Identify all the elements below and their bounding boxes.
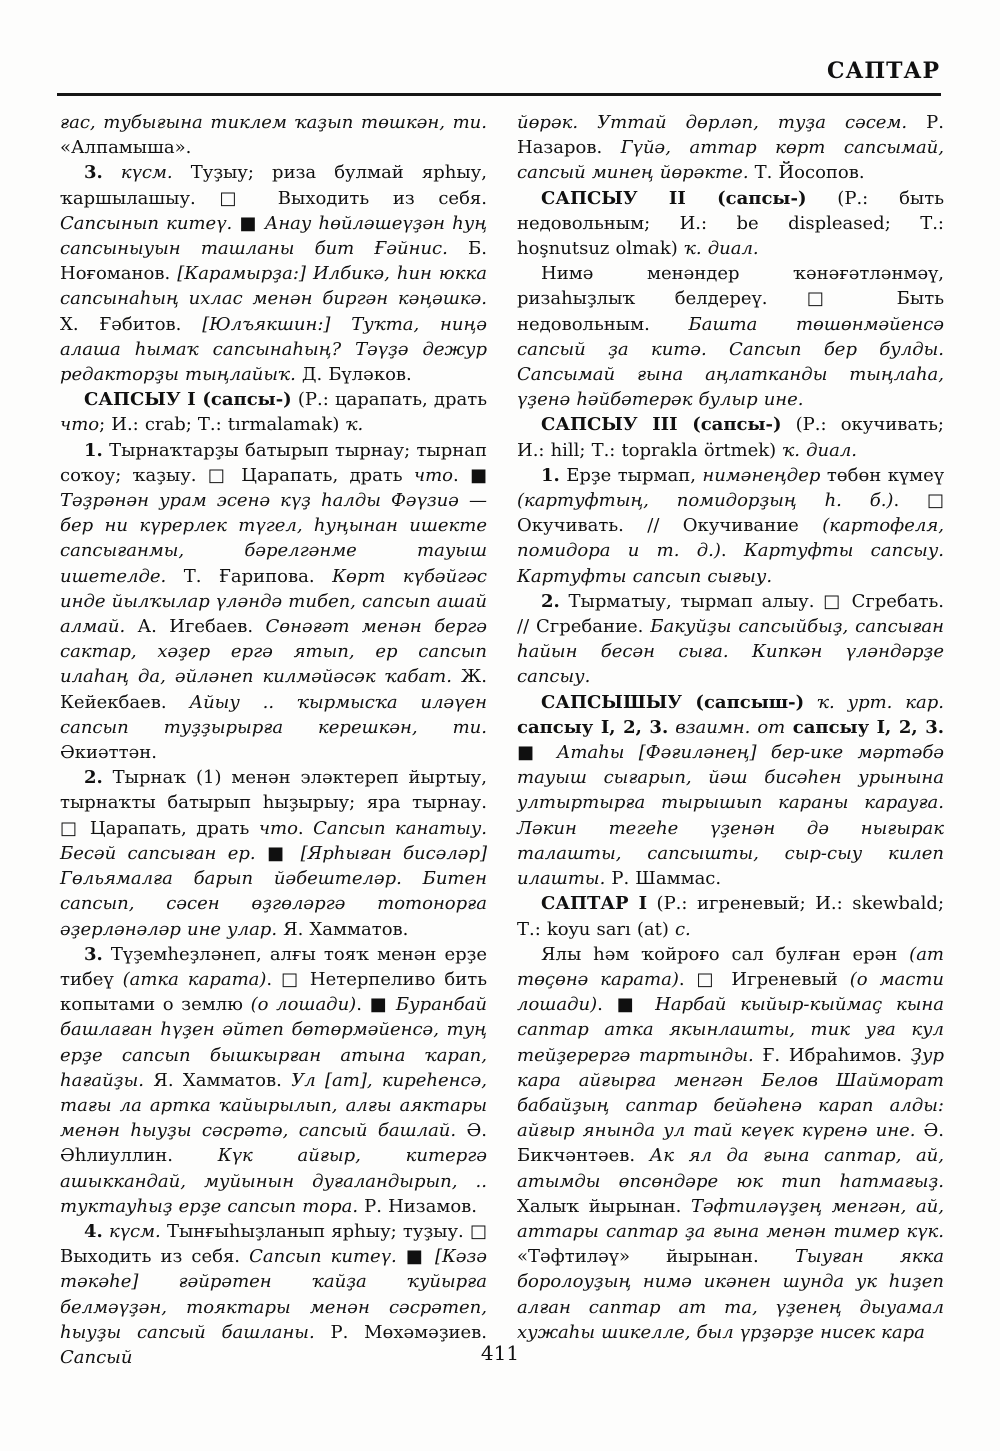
dictionary-paragraph bbox=[517, 186, 944, 262]
text-run: Буранбай башлаған һүҙен әйтеп бөтөрмәйенсә, туң ерҙе сапсып бышкырған атына ҡарап, һағайҙы. bbox=[60, 994, 487, 1091]
text-run: Бакуйҙы сапсыйбыҙ, сапсыған һайын бесән сыға. Кипкән үләндәрҙе сапсыу. bbox=[517, 616, 944, 688]
text-run: Тыуған якка боролоуҙың нимә икәнен шунда ук һиҙеп алған саптар ат та, үҙенең дыуамал хужаһы шикелле, был үрҙәрҙе нисек кара bbox=[517, 1246, 944, 1343]
text-run: взаимн. от bbox=[668, 716, 786, 738]
text-run: . □ Окучивать. // Окучивание bbox=[517, 490, 945, 537]
column-right bbox=[517, 110, 944, 1342]
text-run: . bbox=[297, 817, 314, 839]
text-run: что bbox=[258, 817, 298, 839]
text-run: Халыҡ йырынан. bbox=[517, 1195, 691, 1217]
text-run: САПСЫШЫУ (сапсыш-) bbox=[541, 691, 805, 713]
text-run: 1. bbox=[84, 439, 103, 461]
page-number: 411 bbox=[480, 1341, 520, 1365]
column-left bbox=[60, 110, 488, 1368]
text-run: йөрәк. Уттай дөрләп, туҙа сәсем. bbox=[517, 112, 908, 133]
text-run: Тынғыһыҙланып ярһыу; туҙыу. □ Выходить из себя. bbox=[60, 1220, 487, 1268]
header-rule bbox=[57, 93, 941, 96]
text-run: Д. Бүләков. bbox=[295, 364, 412, 386]
dictionary-paragraph bbox=[517, 942, 944, 1345]
text-run: Картуфты сапсыу. Картуфты сапсып сығыу. bbox=[517, 540, 944, 587]
text-run: Т. Йосопов. bbox=[748, 162, 865, 184]
text-run: (картофеля, помидора и т. д.) bbox=[517, 515, 944, 562]
text-run: . □ Нетерпеливо бить копытами о землю bbox=[60, 968, 487, 1016]
text-run: Р. Шаммас. bbox=[605, 868, 722, 890]
text-run: ■ bbox=[232, 212, 265, 234]
text-run: Башта төшөнмәйенсә сапсый ҙа китә. Сапсып бер булды. Сапсымай ғына аңлатканды тыңлаһа, үҙенә һәйбәтерәк булыр ине. bbox=[517, 313, 945, 411]
text-run: [Ярһыған бисәләр] Гөльямалға барып йәбештеләр. Битен сапсып, сәсен өҙгөләргә тотонорға әҙерләнәләр ине улар. bbox=[60, 842, 488, 940]
text-run: Нимә менәндер ҡәнәғәтләнмәү, ризаһыҙлыҡ белдереү. □ Быть недовольным. bbox=[517, 263, 944, 335]
dictionary-paragraph bbox=[60, 942, 487, 1219]
text-run: Я. Хамматов. bbox=[143, 1069, 292, 1091]
text-run: Көрт күбәйгәс инде йылҡылар үләндә тибеп, сапсып ашай алмай. bbox=[60, 565, 487, 638]
text-run: ғас, тубығына тиклем ҡаҙып төшкән, ти. bbox=[60, 112, 487, 133]
text-run: (Р.: быть недовольным; И.: be displeased; Т.: hoşnutsuz olmak) bbox=[517, 187, 944, 260]
text-run: Туҙыу; риза булмай ярһыу, ҡаршылашыу. □ Выходить из себя. bbox=[60, 162, 487, 209]
text-run: Тырнаҡтарҙы батырып тырнау; тырнап соҡоу; ҡаҙыу. □ Царапать, драть bbox=[60, 439, 487, 486]
text-run: ; И.: crab; Т.: tırmalamak) bbox=[99, 414, 346, 436]
text-run: сапсыу I, 2, 3. bbox=[517, 716, 669, 738]
text-run: [Юлъякшин:] Туҡта, ниңә алаша һымаҡ сапсынаһың? Тәүҙә дежур редакторҙы тыңлайыҡ. bbox=[60, 313, 487, 386]
text-run: Ялы һәм ҡойроғо сал булған ерән bbox=[541, 943, 910, 965]
dictionary-paragraph bbox=[60, 160, 487, 387]
text-run: Тырматыу, тырмап алыу. □ Сгребать. // Сгребание. bbox=[517, 590, 944, 638]
text-run: Я. Хамматов. bbox=[277, 918, 409, 940]
text-run: Ғ. Ибраһимов. bbox=[753, 1044, 911, 1066]
text-run: ҡ. диал. bbox=[683, 238, 759, 260]
text-run: (ат төҫөнә карата) bbox=[517, 943, 944, 990]
dictionary-paragraph bbox=[517, 110, 944, 186]
text-run: 4. bbox=[84, 1220, 103, 1242]
text-run: что bbox=[413, 464, 453, 486]
text-run: Т. Ғарипова. bbox=[166, 565, 333, 587]
text-run: «Алпамыша». bbox=[60, 137, 192, 159]
text-run: . ■ bbox=[356, 994, 396, 1016]
text-run: САПСЫУ II (сапсы-) bbox=[541, 187, 807, 209]
dictionary-paragraph bbox=[517, 412, 944, 462]
text-run: (Р.: игреневый; И.: skewbald; Т.: koyu sarı (at) bbox=[517, 893, 945, 940]
text-run: Күк айғыр, китергә ашыккандай, муйынын дуғаландырып, .. туктауһыҙ ерҙе сапсып тора. bbox=[60, 1145, 487, 1217]
text-run: [Кәзә тәкәһе] ғәйрәтен ҡайҙа ҡуйырға белмәүҙән, тояктары менән сәсрәтеп, һыуҙы сапсый башланы. bbox=[60, 1246, 488, 1343]
text-run: Сапсый bbox=[60, 1346, 133, 1368]
dictionary-paragraph bbox=[60, 110, 487, 160]
dictionary-paragraph bbox=[60, 438, 487, 766]
text-run: күсм. bbox=[102, 1220, 161, 1242]
text-run: Түҙемһеҙләнеп, алғы тояҡ менән ерҙе тибеү bbox=[60, 943, 487, 990]
text-run: Ерҙе тырмап, bbox=[559, 464, 703, 486]
dictionary-paragraph bbox=[517, 463, 944, 589]
text-run: ҡ. урт. кар. bbox=[804, 691, 944, 713]
text-run: Тырнаҡ (1) менән эләктереп йыртыу, тырнаҡты батырып һыҙырыу; яра тырнау. □ Царапать, драть bbox=[60, 767, 487, 839]
text-run: Атаһы [Фәғиләнең] бер-ике мәртәбә тауыш сығарып, йәш бисәһен урынына ултыртырға тырышып караны карауға. Ләкин тегеһе үҙенән дә нығырак талашты, сапсышты, сыр-сыу килеп илашты. bbox=[517, 742, 945, 890]
text-run: . □ Игреневый bbox=[678, 968, 850, 990]
dictionary-paragraph bbox=[60, 765, 487, 941]
text-run: Р. Мөхәмәҙиев. bbox=[314, 1321, 488, 1343]
text-run: Ак ял да ғына саптар, ай, атымды өпсөндәре юк тип һатмағыҙ. bbox=[517, 1145, 944, 1192]
text-run: [Карамырҙа:] Илбикә, һин юкка сапсынаһың ихлас менән биргән кәңәшкә. bbox=[60, 263, 488, 310]
text-run: Сөнәғәт менән бергә сактар, хәҙер ергә ятып, ер сапсып илаһаң да, әйләнеп килмәйәсәк ҡабат. bbox=[60, 616, 487, 688]
text-run: Ә. Бикчәнтәев. bbox=[517, 1120, 944, 1167]
text-run: (картуфтың, помидорҙың һ. б.) bbox=[517, 490, 894, 512]
text-run: (о масти лошади) bbox=[517, 968, 944, 1016]
running-head: САПТАР bbox=[826, 58, 940, 84]
text-run: Айыу .. ҡырмысҡа иләүен сапсып туҙҙырырға керешкән, ти. bbox=[60, 691, 487, 738]
text-run: САПСЫУ I (сапсы-) bbox=[84, 389, 292, 411]
text-run: (Р.: царапать, драть bbox=[291, 389, 487, 411]
text-run: САПСЫУ III (сапсы-) bbox=[541, 414, 782, 436]
text-run: 1. bbox=[541, 464, 560, 486]
text-run: Ул [ат], киреһенсә, тағы ла артка ҡайырылып, алғы аяктары менән һыуҙы сәсрәтә, сапсый башлай. bbox=[60, 1069, 487, 1142]
text-run: ҡ. диал. bbox=[782, 439, 858, 461]
text-run: Сапсынып китеү. bbox=[60, 212, 233, 234]
dictionary-paragraph bbox=[517, 690, 944, 892]
text-run: Нарбай кыйыр-кыймаҫ кына саптар атка якынлашты, тик уға кул тейҙерергә тартынды. bbox=[517, 994, 944, 1066]
text-run: нимәнеңдер bbox=[702, 464, 821, 486]
text-run: Сапсып китеү. bbox=[249, 1246, 397, 1268]
text-run: А. Игебаев. bbox=[125, 616, 266, 638]
text-run: Сапсып канатыу. Бесәй сапсыған ер. bbox=[60, 817, 487, 864]
text-run: Тәфтиләүҙең менгән, ай, аттары саптар ҙа ғына менән тимер күк. bbox=[517, 1195, 944, 1242]
text-run: Гүйә, аттар көрт сапсымай, сапсый минең йөрәкте. bbox=[517, 137, 944, 184]
dictionary-paragraph bbox=[517, 589, 944, 690]
text-run: ■ bbox=[255, 842, 301, 864]
text-run: что bbox=[60, 414, 100, 436]
text-run: күсм. bbox=[102, 162, 173, 184]
dictionary-paragraph bbox=[517, 891, 944, 941]
text-run: Б. Ноғоманов. bbox=[60, 238, 487, 285]
text-run: ■ bbox=[517, 742, 557, 764]
text-run: төбөн күмеү bbox=[820, 464, 945, 486]
text-run: Х. Ғәбитов. bbox=[60, 313, 203, 335]
text-run: 3. bbox=[84, 943, 103, 965]
text-run: Ж. Кейекбаев. bbox=[60, 666, 487, 713]
text-run: Р. Низамов. bbox=[358, 1195, 478, 1217]
text-run: (Р.: окучивать; И.: hill; Т.: toprakla örtmek) bbox=[517, 414, 944, 461]
text-run: 2. bbox=[541, 590, 560, 612]
text-run: 2. bbox=[84, 767, 103, 789]
text-run: ҡ. bbox=[345, 414, 364, 436]
text-run: . bbox=[720, 540, 744, 562]
text-run: Әкиәттән. bbox=[60, 742, 157, 764]
text-run: Анау һөйләшеүҙән һуң сапсыныуын ташланы бит Ғәйнис. bbox=[60, 212, 488, 260]
text-run: Ә. Әһлиуллин. bbox=[60, 1120, 487, 1167]
text-run: . ■ bbox=[452, 464, 487, 486]
text-run: Ҙур кара айғырға менгән Белов Шайморат бабайҙың саптар бейәһенә карап алды: айғыр янында ул тай кеүек күренә ине. bbox=[517, 1044, 944, 1142]
text-run: сапсыу I, 2, 3. bbox=[785, 716, 944, 738]
dictionary-paragraph bbox=[517, 261, 944, 412]
text-run: 3. bbox=[84, 162, 103, 184]
text-run: (о лошади) bbox=[250, 994, 357, 1016]
text-run: с. bbox=[674, 918, 691, 940]
dictionary-paragraph bbox=[60, 387, 487, 437]
text-run: ■ bbox=[396, 1246, 435, 1268]
text-run: Тәҙрәнән урам эсенә күҙ һалды Фәүзиә — бер ни күрерлек түгел, һуңынан ишекте сапсығанмы, бәрелгәнме тауыш ишетелде. bbox=[60, 490, 487, 587]
text-run: (атка карата) bbox=[122, 968, 267, 990]
text-run: «Тәфтиләү» йырынан. bbox=[517, 1246, 795, 1268]
text-run: . ■ bbox=[597, 994, 656, 1016]
text-run: Р. Назаров. bbox=[517, 112, 944, 159]
text-run: САПТАР I bbox=[541, 893, 648, 915]
